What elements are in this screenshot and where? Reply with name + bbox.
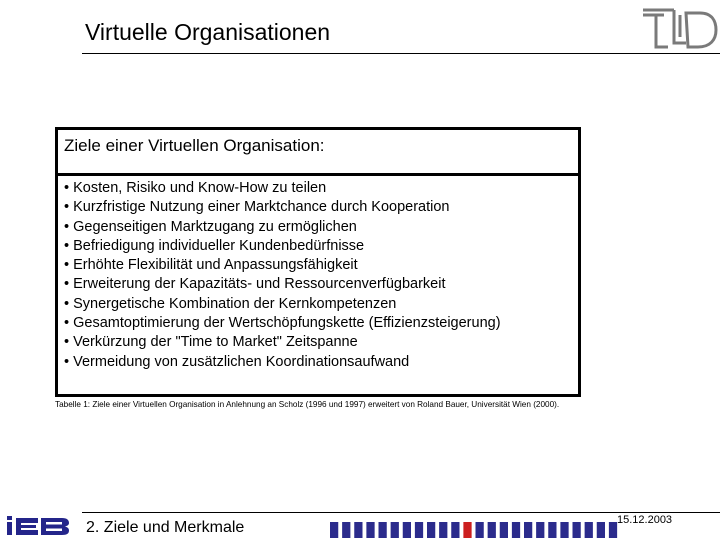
progress-segment: [512, 522, 520, 538]
goal-item: • Synergetische Kombination der Kernkompetenzen: [64, 295, 578, 314]
goal-item: • Vermeidung von zusätzlichen Koordinationsaufwand: [64, 353, 578, 372]
progress-segment: [403, 522, 411, 538]
progress-segment: [560, 522, 568, 538]
goal-item: • Erweiterung der Kapazitäts- und Ressourcenverfügbarkeit: [64, 275, 578, 294]
goal-item: • Befriedigung individueller Kundenbedürfnisse: [64, 237, 578, 256]
progress-segment: [330, 522, 338, 538]
progress-segment: [439, 522, 447, 538]
goal-item: • Kurzfristige Nutzung einer Marktchance durch Kooperation: [64, 198, 578, 217]
progress-segment: [391, 522, 399, 538]
goal-item: • Erhöhte Flexibilität und Anpassungsfähigkeit: [64, 256, 578, 275]
progress-segment: [379, 522, 387, 538]
goal-item: • Kosten, Risiko und Know-How zu teilen: [64, 179, 578, 198]
progress-segment: [573, 522, 581, 538]
footer-date: 15.12.2003: [617, 514, 673, 526]
progress-segment: [488, 522, 496, 538]
goals-box-heading: Ziele einer Virtuellen Organisation:: [58, 130, 578, 176]
progress-segment: [451, 522, 459, 538]
goal-item: • Gesamtoptimierung der Wertschöpfungskette (Effizienzsteigerung): [64, 314, 578, 333]
goal-item: • Verkürzung der "Time to Market" Zeitspanne: [64, 333, 578, 352]
footer-divider: [82, 512, 720, 513]
progress-segment: [609, 522, 617, 538]
goal-item: • Gegenseitigen Marktzugang zu ermöglichen: [64, 218, 578, 237]
tud-logo-icon: [640, 5, 718, 51]
goals-box: [55, 127, 581, 397]
progress-segment: [548, 522, 556, 538]
progress-segment: [597, 522, 605, 538]
table-caption: Tabelle 1: Ziele einer Virtuellen Organisation in Anlehnung an Scholz (1996 und 1997) erweitert von Roland Bauer, Universität Wien (2000).: [55, 400, 560, 409]
header-divider: [82, 53, 720, 54]
progress-segment: [524, 522, 532, 538]
ieb-logo-icon: [6, 514, 70, 536]
progress-segment: [500, 522, 508, 538]
progress-segment: [342, 522, 350, 538]
slide-progress-bar: [330, 522, 621, 538]
progress-segment: [366, 522, 374, 538]
goals-list: [58, 176, 578, 372]
progress-segment: [536, 522, 544, 538]
progress-segment: [585, 522, 593, 538]
progress-segment: [427, 522, 435, 538]
progress-segment: [354, 522, 362, 538]
page-title: Virtuelle Organisationen: [85, 19, 331, 45]
progress-segment-current: [463, 522, 471, 538]
progress-segment: [415, 522, 423, 538]
progress-segment: [476, 522, 484, 538]
footer-section-title: 2. Ziele und Merkmale: [86, 519, 245, 536]
